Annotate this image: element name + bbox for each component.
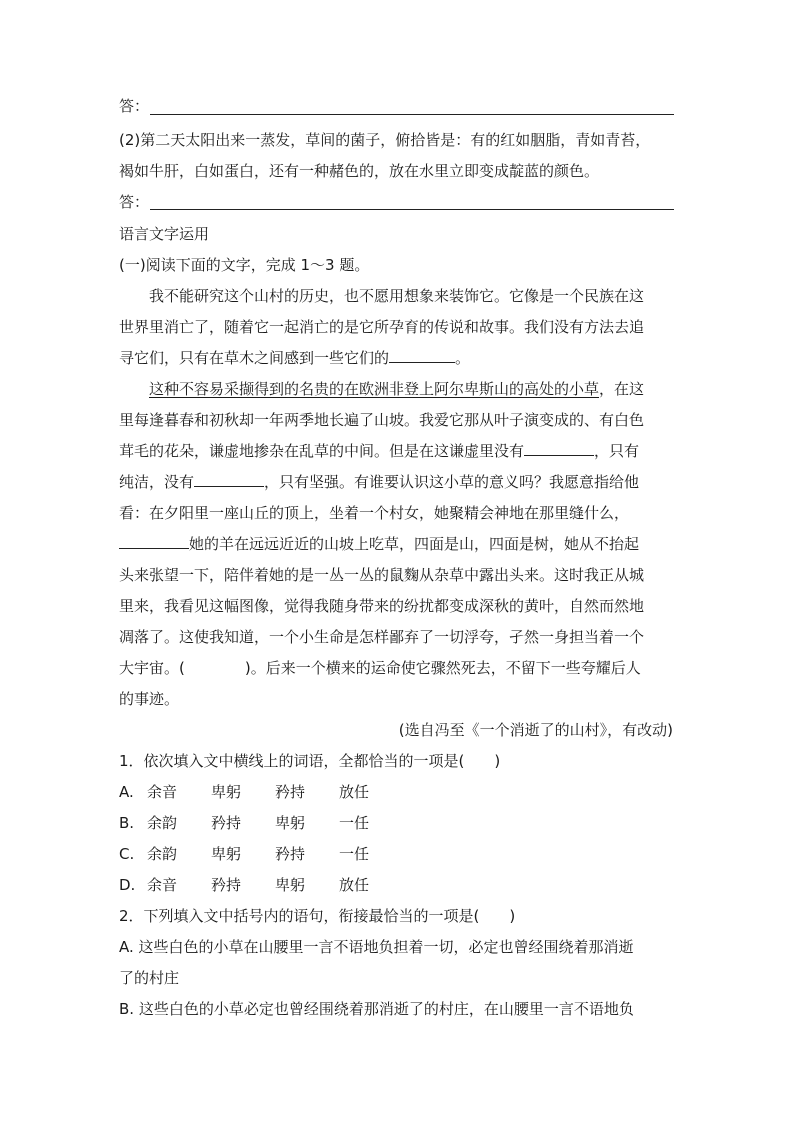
option-key: B.	[119, 814, 135, 832]
option-word: 矜持	[211, 814, 242, 832]
passage-source: (选自冯至《一个消逝了的山村》，有改动)	[398, 721, 673, 739]
passage-p1-l1: 我不能研究这个山村的历史，也不愿用想象来装饰它。它像是一个民族在这	[149, 287, 645, 305]
passage-p1-l3-text: 寻它们，只有在草木之间感到一些它们的	[119, 349, 390, 367]
option-word: 余音	[147, 876, 178, 894]
q2-option-a-l2[interactable]: 了的村庄	[119, 969, 180, 987]
option-word: 放任	[339, 783, 370, 801]
q1-stem: 1．依次填入文中横线上的词语，全都恰当的一项是( )	[119, 752, 501, 770]
part-intro: (一)阅读下面的文字，完成 1～3 题。	[119, 256, 370, 274]
passage-p2-l3	[119, 441, 639, 461]
passage-p2-l7: 头来张望一下，陪伴着她的是一丛一丛的鼠麴从杂草中露出头来。这时我正从城	[119, 566, 645, 584]
fill-blank-4[interactable]	[119, 534, 189, 549]
option-word: 余韵	[147, 845, 178, 863]
underlined-sentence: 这种不容易采撷得到的名贵的在欧洲非登上阿尔卑斯山的高处的小草	[149, 380, 600, 398]
q2-option-a-l1[interactable]: A. 这些白色的小草在山腰里一言不语地负担着一切，必定也曾经围绕着那消逝	[119, 938, 634, 956]
option-word: 一任	[339, 814, 370, 832]
option-word: 卑躬	[275, 814, 306, 832]
q2-part2-line1: (2)第二天太阳出来一蒸发，草间的菌子，俯拾皆是：有的红如胭脂，青如青苔，	[119, 131, 651, 149]
passage-p2-l8: 里来，我看见这幅图像，觉得我随身带来的纷扰都变成深秋的黄叶，自然而然地	[119, 597, 645, 615]
q1-option-d[interactable]	[119, 875, 369, 895]
passage-p2-l10-text: 大宇宙。(	[119, 659, 185, 677]
passage-p2-l3-text: 茸毛的花朵，谦虚地掺杂在乱草的中间。但是在这谦虚里没有	[119, 442, 525, 460]
passage-p2-l10-end: )。后来一个横来的运命使它骤然死去，不留下一些夸耀后人	[244, 659, 641, 677]
passage-p2-l3-end: ，只有	[594, 442, 640, 460]
passage-p2-l2: 里每逢暮春和初秋却一年两季地长遍了山坡。我爱它那从叶子演变成的、有白色	[119, 411, 645, 429]
q2-option-b-l1[interactable]: B. 这些白色的小草必定也曾经围绕着那消逝了的村庄，在山腰里一言不语地负	[119, 1000, 634, 1018]
option-word: 矜持	[275, 845, 306, 863]
passage-p2-l4-text: 纯洁，没有	[119, 473, 195, 491]
option-word: 矜持	[275, 783, 306, 801]
fill-blank-1[interactable]	[389, 348, 455, 363]
fill-blank-2[interactable]	[524, 441, 594, 456]
passage-p2-l4-end: ，只有坚强。有谁要认识这小草的意义吗？我愿意指给他	[264, 473, 640, 491]
option-word: 矜持	[211, 876, 242, 894]
q2-part2-line2: 褐如牛肝，白如蛋白，还有一种赭色的，放在水里立即变成靛蓝的颜色。	[119, 162, 600, 180]
passage-p2-l1-rest: ，在这	[599, 380, 645, 398]
q1-option-b[interactable]	[119, 813, 369, 833]
answer-label-2: 答：	[119, 193, 150, 211]
option-word: 放任	[339, 876, 370, 894]
option-word: 一任	[339, 845, 370, 863]
passage-p1-l3	[119, 348, 470, 368]
passage-p1-l2: 世界里消亡了，随着它一起消亡的是它所孕育的传说和故事。我们没有方法去追	[119, 318, 645, 336]
q2-stem: 2．下列填入文中括号内的语句，衔接最恰当的一项是( )	[119, 907, 516, 925]
fill-blank-3[interactable]	[194, 472, 264, 487]
option-word: 卑躬	[275, 876, 306, 894]
answer-line-1	[150, 114, 674, 115]
passage-p2-l4	[119, 472, 639, 492]
option-key: A.	[119, 783, 134, 801]
option-word: 余音	[147, 783, 178, 801]
option-key: C.	[119, 845, 135, 863]
passage-p2-l6-text: 她的羊在远远近近的山坡上吃草，四面是山，四面是树，她从不抬起	[189, 535, 640, 553]
q1-option-c[interactable]	[119, 844, 369, 864]
passage-p2-l10	[119, 658, 641, 678]
passage-p1-l3-end: 。	[455, 349, 471, 367]
option-word: 余韵	[147, 814, 178, 832]
passage-p2-l6	[119, 534, 639, 554]
answer-line-2	[150, 209, 674, 210]
passage-p2-l9: 凋落了。这使我知道，一个小生命是怎样鄙弃了一切浮夸，孑然一身担当着一个	[119, 628, 645, 646]
option-word: 卑躬	[211, 783, 242, 801]
section-title: 语言文字运用	[119, 225, 210, 243]
passage-p2-l1	[149, 379, 644, 399]
passage-p2-l5: 看：在夕阳里一座山丘的顶上，坐着一个村女，她聚精会神地在那里缝什么，	[119, 504, 630, 522]
q1-option-a[interactable]	[119, 782, 369, 802]
passage-p2-l11: 的事迹。	[119, 690, 180, 708]
option-key: D.	[119, 876, 136, 894]
answer-label-1: 答：	[119, 97, 150, 115]
option-word: 卑躬	[211, 845, 242, 863]
